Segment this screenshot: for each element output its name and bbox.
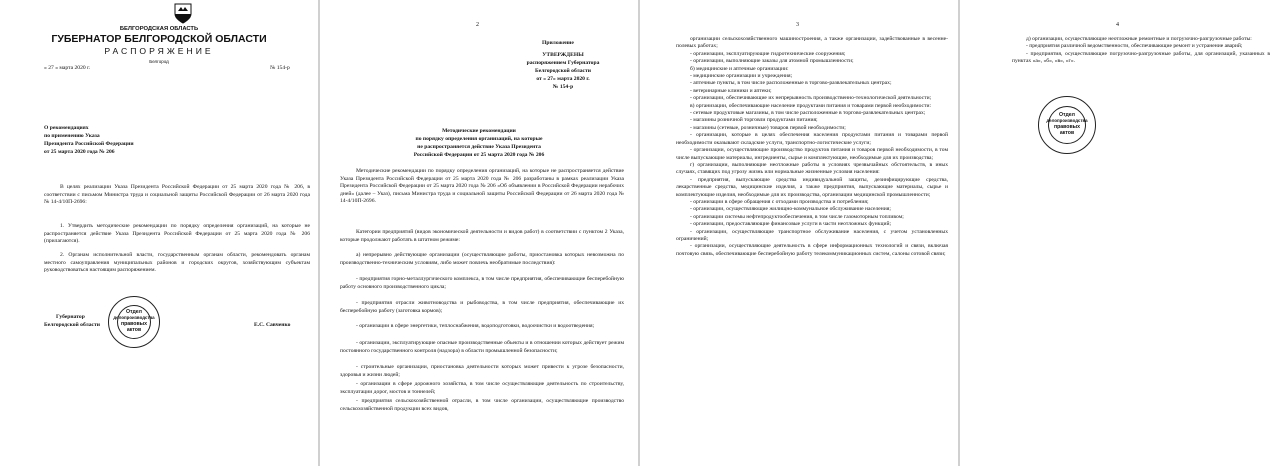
list-item: - организации в сфере дорожного хозяйства, в том числе осуществляющие деятельность по строительству, эксплуатации дорог, мостов и тоннелей; (340, 381, 624, 395)
list-item: - организации, эксплуатирующие опасные производственные объекты и в отношении которых действует режим постоянного государственного контроля (надзора) в области промышленной безопасности; (340, 340, 624, 354)
list-item: - аптечные пункты, в том числе расположенные в торгово-развлекательных центрах; (690, 80, 892, 87)
list-item: - сетевые продуктовые магазины, в том числе расположенные в торгово-развлекательных центрах; (690, 110, 926, 117)
list-item: - организации, осуществляющие жилищно-коммунальное обслуживание населения; (690, 206, 891, 213)
governor-heading: ГУБЕРНАТОР БЕЛГОРОДСКОЙ ОБЛАСТИ (51, 33, 267, 45)
stamp-line-1: Отдел (1059, 112, 1075, 118)
page-3-text (676, 36, 948, 258)
approved-line-3: Белгородской области (535, 68, 591, 74)
list-item: - медицинские организации и учреждения; (690, 73, 793, 80)
page-number: 3 (796, 22, 799, 28)
paragraph-2: 1. Утвердить методические рекомендации по порядку определения организаций, на которые не распространяется действие Указа Президента Российской Федерации от 25 марта 2020 года № 206 (прилагаются). (44, 223, 310, 245)
paragraph-intro: Методические рекомендации по порядку определения организаций, на которые не распространяется действие Указа Президента Российской Федерации от 25 марта 2020 года № 206 разработаны в рамках реализации Указа Президента Российской Федерации от 25 марта 2020 года № 206 «Об объявлении в Российской Федерации нерабочих дней» (далее – Указ), письма Министра труда и социальной защиты Российской Федерации от 26 марта 2020 года № 14-4/10П-2696. (340, 168, 624, 205)
approved-line-4: от « 27» марта 2020 г. (536, 76, 590, 82)
city-label: Белгород (149, 59, 169, 64)
list-item: - организации в сфере обращения с отходами производства и потребления; (690, 198, 869, 205)
list-item: - магазины (сетевые, розничные) товаров первой необходимости; (690, 124, 846, 131)
list-item: - ветеринарные клиники и аптеки; (690, 87, 772, 94)
stamp-seal (108, 296, 160, 348)
stamp-line-2: делопроизводства (113, 315, 155, 320)
signature-title-1: Губернатор (56, 314, 85, 320)
page-2 (320, 0, 638, 466)
title-line-3: не распространяется действие Указа Президента (417, 144, 541, 150)
subject-line-1: О рекомендациях (44, 125, 89, 131)
region-label: БЕЛГОРОДСКАЯ ОБЛАСТЬ (119, 26, 199, 32)
signature-title-2: Белгородской области (44, 322, 100, 328)
stamp-line-4: актов (126, 327, 142, 333)
list-item: - организации, предоставляющие финансовые услуги в части неотложных функций; (690, 221, 891, 228)
list-item: - предприятия горно-металлургического комплекса, в том числе предприятия, обеспечивающие бесперебойную работу основного производственного цикла; (340, 276, 624, 290)
list-item: организации сельскохозяйственного машиностроения, а также организации, задействованные в весенне-полевых работах; (676, 36, 948, 50)
list-item: - предприятия, осуществляющие погрузочно-разгрузочные работы, для организаций, указанных в пунктах «а», «б», «в», «г». (1012, 50, 1270, 65)
doc-type-heading: РАСПОРЯЖЕНИЕ (104, 46, 214, 56)
doc-date: « 27 » марта 2020 г. (44, 65, 91, 71)
doc-number: № 154-р (270, 65, 290, 71)
title-line-2: по порядку определения организаций, на которые (415, 136, 543, 142)
list-item: - организации в сфере энергетики, теплоснабжения, водоподготовки, водоочистки и водоотведения; (356, 323, 595, 329)
subject-line-2: по применению Указа (44, 133, 100, 139)
list-item: - предприятия, выпускающие средства индивидуальной защиты, дезинфицирующие средства, лекарственные средства, медицинские изделия, а также предприятия, выпускающие материалы, сырье и комплектующие изделия, необходимые для их производства, организации медицинской промышленности; (676, 176, 948, 198)
paragraph-categories: Категории предприятий (видов экономической деятельности и видов работ) в соответствии с пунктом 2 Указа, которые продолжают работать в штатном режиме: (340, 229, 624, 243)
page-4 (960, 0, 1280, 466)
stamp-line-3: правовых (121, 321, 147, 327)
title-line-4: Российской Федерации от 25 марта 2020 года № 206 (413, 152, 545, 158)
list-item: - организации, эксплуатирующие гидротехнические сооружения; (690, 50, 846, 57)
approved-line-2: распоряжением Губернатора (526, 60, 600, 66)
page-1 (0, 0, 318, 466)
stamp-line-1: Отдел (126, 309, 142, 315)
approved-line-1: УТВЕРЖДЕНЫ (542, 52, 584, 58)
list-item: - предприятия сельскохозяйственной отрасли, в том числе организации, осуществляющие производство сельскохозяйственной продукции всех видов, (340, 398, 624, 412)
title-line-1: Методические рекомендации (442, 128, 516, 134)
page-3 (640, 0, 958, 466)
list-item: б) медицинские и аптечные организации: (690, 65, 789, 72)
stamp-line-3: правовых (1054, 124, 1080, 130)
list-item: - предприятия различной ведомственности, обеспечивающие ремонт и устранение аварий; (1026, 43, 1243, 50)
list-item: - организации системы нефтепродуктообеспечения, в том числе газомоторным топливом; (690, 213, 904, 220)
list-item: а) непрерывно действующие организации (осуществляющие работы, приостановка которых невозможна по производственно-техническим условиям, либо может повлечь необратимые последствия): (340, 252, 624, 266)
stamp-line-4: актов (1059, 130, 1075, 136)
list-item: в) организации, обеспечивающие население продуктами питания и товарами первой необходимости: (690, 102, 931, 109)
approved-line-5: № 154-р (552, 84, 574, 90)
stamp-line-2: делопроизводства (1046, 118, 1088, 123)
stamp-seal (1038, 96, 1096, 154)
list-item: - организации, осуществляющие производство продуктов питания и товаров первой необходимости, в том числе выпускающие материалы, ингредиенты, сырье и комплектующие, необходимые для их производства; (676, 147, 948, 161)
page-4-text (1012, 36, 1270, 66)
list-item: - строительные организации, приостановка деятельности которых может привести к угрозе безопасности, здоровья и жизни людей; (340, 364, 624, 378)
page-number: 2 (476, 22, 479, 28)
list-item: - предприятия отрасли животноводства и рыбоводства, в том числе предприятия, обеспечивающие их бесперебойную работу (заготовка кормов); (340, 300, 624, 314)
subject-line-4: от 25 марта 2020 года № 206 (44, 149, 115, 155)
list-item: - организации, обеспечивающие их непрерывность производственно-технологической деятельности; (690, 95, 932, 102)
coat-of-arms-icon (172, 2, 194, 24)
signature-name: Е.С. Савченко (254, 322, 291, 328)
list-item: - организации, которые в целях обеспечения населения продуктами питания и товарами первой необходимости оказывают складские услуги, транспортно-логистические услуги; (676, 132, 948, 146)
list-item: - организации, осуществляющие деятельность в сфере информационных технологий и связи, включая почтовую связь, обеспечивающие бесперебойную работу телекоммуникационных систем, салоны сотовой связи; (676, 243, 948, 257)
list-item: - организации, осуществляющие транспортное обслуживание населения, с учетом установленных ограничений; (676, 228, 948, 242)
paragraph-1: В целях реализации Указа Президента Российской Федерации от 25 марта 2020 года № 206, в соответствии с письмом Министра труда и социальной защиты Российской Федерации от 26 марта 2020 года № 14-4/10П-2696: (44, 184, 310, 206)
subject-line-3: Президента Российской Федерации (44, 141, 134, 147)
list-item: д) организации, осуществляющие неотложные ремонтные и погрузочно-разгрузочные работы: (1026, 36, 1252, 42)
page-number: 4 (1116, 22, 1119, 28)
list-item: - организации, выполняющие заказы для атомной промышленности; (690, 58, 854, 65)
appendix-label: Приложение (542, 40, 574, 46)
list-item: г) организации, выполняющие неотложные работы в условиях чрезвычайных обстоятельств, в иных случаях, ставящих под угрозу жизнь или нормальные жизненные условия населения: (676, 161, 948, 176)
paragraph-3: 2. Органам исполнительной власти, государственным органам области, рекомендовать органам местного самоуправления муниципальных районов и городских округов, хозяйствующим субъектам руководствоваться настоящим распоряжением. (44, 252, 310, 274)
list-item: - магазины розничной торговли продуктами питания; (690, 117, 818, 124)
